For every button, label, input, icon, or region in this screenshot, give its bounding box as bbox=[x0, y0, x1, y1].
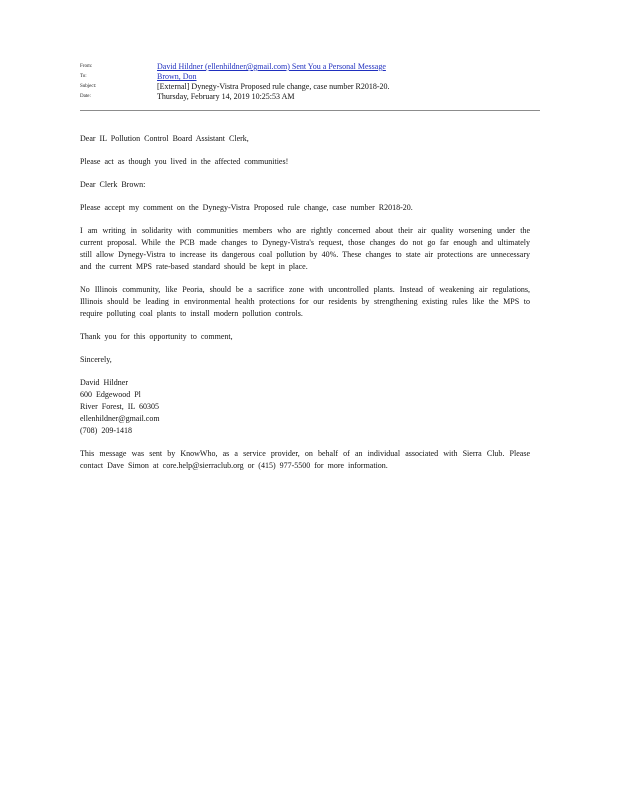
signature-city: River Forest, IL 60305 bbox=[80, 402, 160, 411]
from-row bbox=[80, 62, 540, 72]
subject-value: [External] Dynegy-Vistra Proposed rule change, case number R2018-20. bbox=[157, 82, 390, 91]
footer-notice: This message was sent by KnowWho, as a service provider, on behalf of an individual associated with Sierra Club. Please contact Dave Simon at core.help@sierraclub.org or (415) 977-5500 for more information. bbox=[80, 449, 530, 470]
date-row bbox=[80, 92, 540, 102]
closing: Sincerely, bbox=[80, 355, 112, 364]
paragraph-1: Please act as though you lived in the affected communities! bbox=[80, 157, 289, 166]
from-label: From: bbox=[80, 64, 93, 69]
signature-street: 600 Edgewood Pl bbox=[80, 390, 141, 399]
to-label: To: bbox=[80, 74, 87, 79]
date-label: Date: bbox=[80, 94, 91, 99]
greeting-1: Dear IL Pollution Control Board Assistant Clerk, bbox=[80, 134, 249, 143]
to-row bbox=[80, 72, 540, 82]
paragraph-4: No Illinois community, like Peoria, should be a sacrifice zone with uncontrolled plants. Instead of weakening air regulations, Illinois should be leading in environmental health protections for our residents by strengthening existing rules like the MPS to require polluting coal plants to install modern pollution controls. bbox=[80, 285, 530, 318]
paragraph-3: I am writing in solidarity with communities members who are rightly concerned about their air quality worsening under the current proposal. While the PCB made changes to Dynegy-Vistra's request, those changes do not go far enough and ultimately still allow Dynegy-Vistra to increase its dangerous coal pollution by 40%. These changes to state air protections are unnecessary and the current MPS rate-based standard should be kept in place. bbox=[80, 226, 530, 271]
subject-row bbox=[80, 82, 540, 92]
date-value: Thursday, February 14, 2019 10:25:53 AM bbox=[157, 92, 295, 101]
email-header bbox=[80, 62, 540, 102]
to-value-link[interactable]: Brown, Don bbox=[157, 72, 197, 81]
signature-name: David Hildner bbox=[80, 378, 128, 387]
signature-block bbox=[80, 377, 530, 437]
paragraph-2: Please accept my comment on the Dynegy-Vistra Proposed rule change, case number R2018-20. bbox=[80, 203, 413, 212]
from-value-link[interactable]: David Hildner (ellenhildner@gmail.com) Sent You a Personal Message bbox=[157, 62, 386, 71]
header-divider bbox=[80, 110, 540, 111]
greeting-2: Dear Clerk Brown: bbox=[80, 180, 146, 189]
subject-label: Subject: bbox=[80, 84, 97, 89]
paragraph-5: Thank you for this opportunity to comment, bbox=[80, 332, 233, 341]
signature-email: ellenhildner@gmail.com bbox=[80, 414, 160, 423]
signature-phone: (708) 209-1418 bbox=[80, 426, 132, 435]
email-body bbox=[80, 133, 530, 483]
